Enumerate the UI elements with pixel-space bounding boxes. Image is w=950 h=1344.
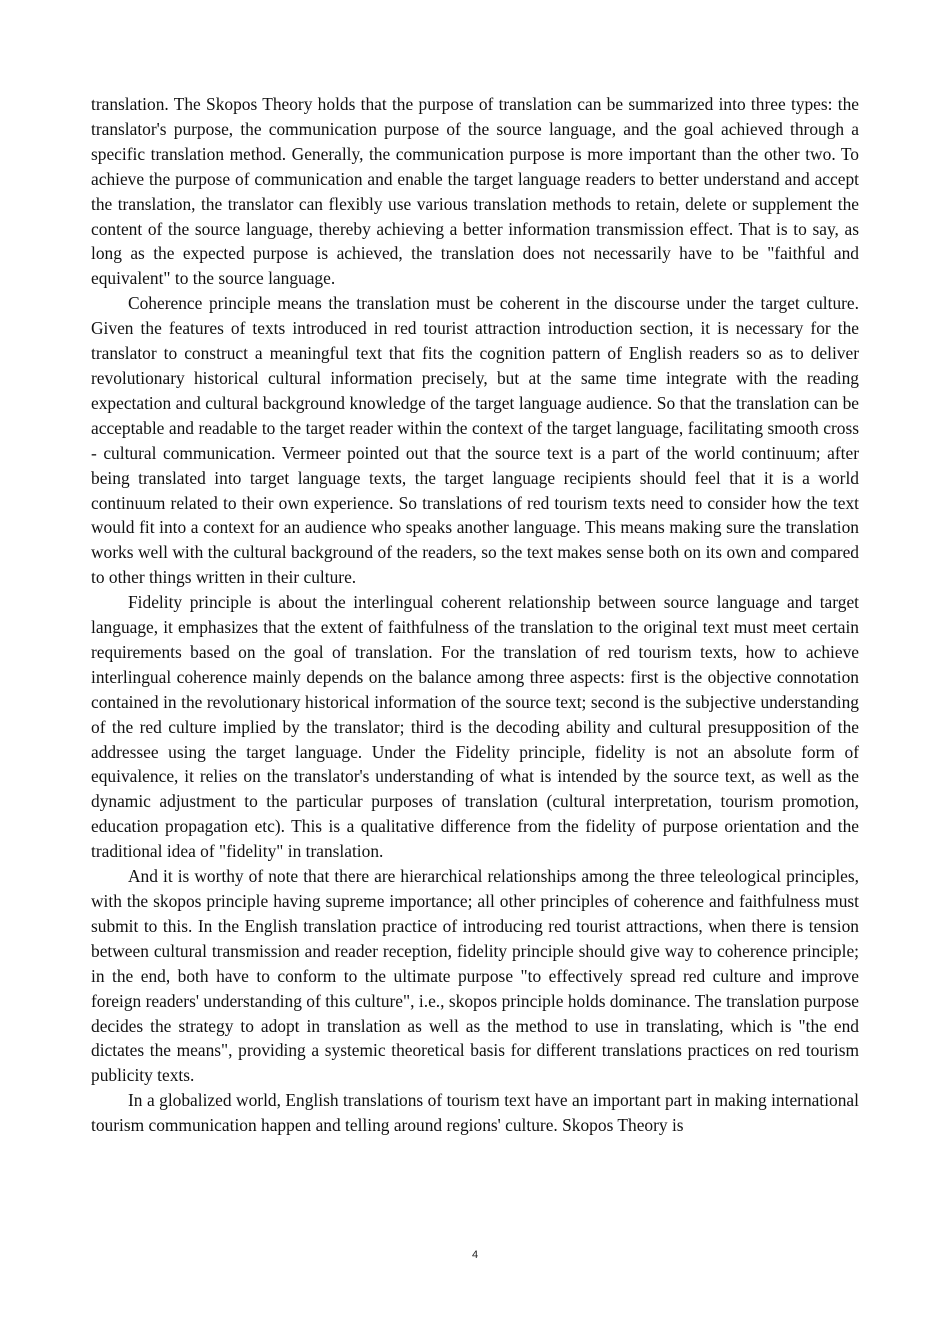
paragraph-fidelity-principle: Fidelity principle is about the interlingual coherent relationship between source language and target language, it emphasizes that the extent of faithfulness of the translation to the original text must meet certain requirements based on the goal of translation. For the translation of red tourism texts, how to achieve interlingual coherence mainly depends on the balance among three aspects: first is the objective connotation contained in the revolutionary historical information of the source text; second is the subjective understanding of the red culture implied by the translator; third is the decoding ability and cultural presupposition of the addressee using the target language. Under the Fidelity principle, fidelity is not an absolute form of equivalence, it relies on the translator's understanding of what is intended by the source text, as well as the dynamic adjustment to the particular purposes of translation (cultural interpretation, tourism promotion, education propagation etc). This is a qualitative difference from the fidelity of purpose orientation and the traditional idea of "fidelity" in translation. (91, 592, 859, 862)
paragraph-globalized-world: In a globalized world, English translations of tourism text have an important part in making international tourism communication happen and telling around regions' culture. Skopos Theory is (91, 1090, 859, 1136)
body-text (91, 92, 859, 1138)
page-number: 4 (471, 1249, 479, 1261)
paragraph-coherence-principle: Coherence principle means the translation must be coherent in the discourse under the target culture. Given the features of texts introduced in red tourist attraction introduction section, it is necessary for the translator to construct a meaningful text that fits the cognition pattern of English readers so as to deliver revolutionary historical cultural information precisely, but at the same time integrate with the reading expectation and cultural background knowledge of the target language audience. So that the translation can be acceptable and readable to the target reader within the context of the target language, facilitating smooth cross - cultural communication. Vermeer pointed out that the source text is a part of the world continuum; after being translated into target language texts, the target language recipients should feel that it is a world continuum related to their own experience. So translations of red tourism texts need to consider how the text would fit into a context for an audience who speaks another language. This means making sure the translation works well with the cultural background of the readers, so the text makes sense both on its own and compared to other things written in their culture. (91, 293, 859, 588)
paragraph-hierarchy: And it is worthy of note that there are hierarchical relationships among the three teleological principles, with the skopos principle having supreme importance; all other principles of coherence and faithfulness must submit to this. In the English translation practice of introducing red tourist attractions, when there is tension between cultural transmission and reader reception, fidelity principle should give way to coherence principle; in the end, both have to conform to the ultimate purpose "to effectively spread red culture and improve foreign readers' understanding of this culture", i.e., skopos principle holds dominance. The translation purpose decides the strategy to adopt in translation as well as the method to use in translating, which is "the end dictates the means", providing a systemic theoretical basis for different translations practices on red tourism publicity texts. (91, 866, 859, 1086)
paragraph-continuation: translation. The Skopos Theory holds that the purpose of translation can be summarized into three types: the translator's purpose, the communication purpose of the source language, and the goal achieved through a specific translation method. Generally, the communication purpose is more important than the other two. To achieve the purpose of communication and enable the target language readers to better understand and accept the translation, the translator can flexibly use various translation methods to retain, delete or supplement the content of the source language, thereby achieving a better information transmission effect. That is to say, as long as the expected purpose is achieved, the translation does not necessarily have to be "faithful and equivalent" to the source language. (91, 94, 859, 289)
